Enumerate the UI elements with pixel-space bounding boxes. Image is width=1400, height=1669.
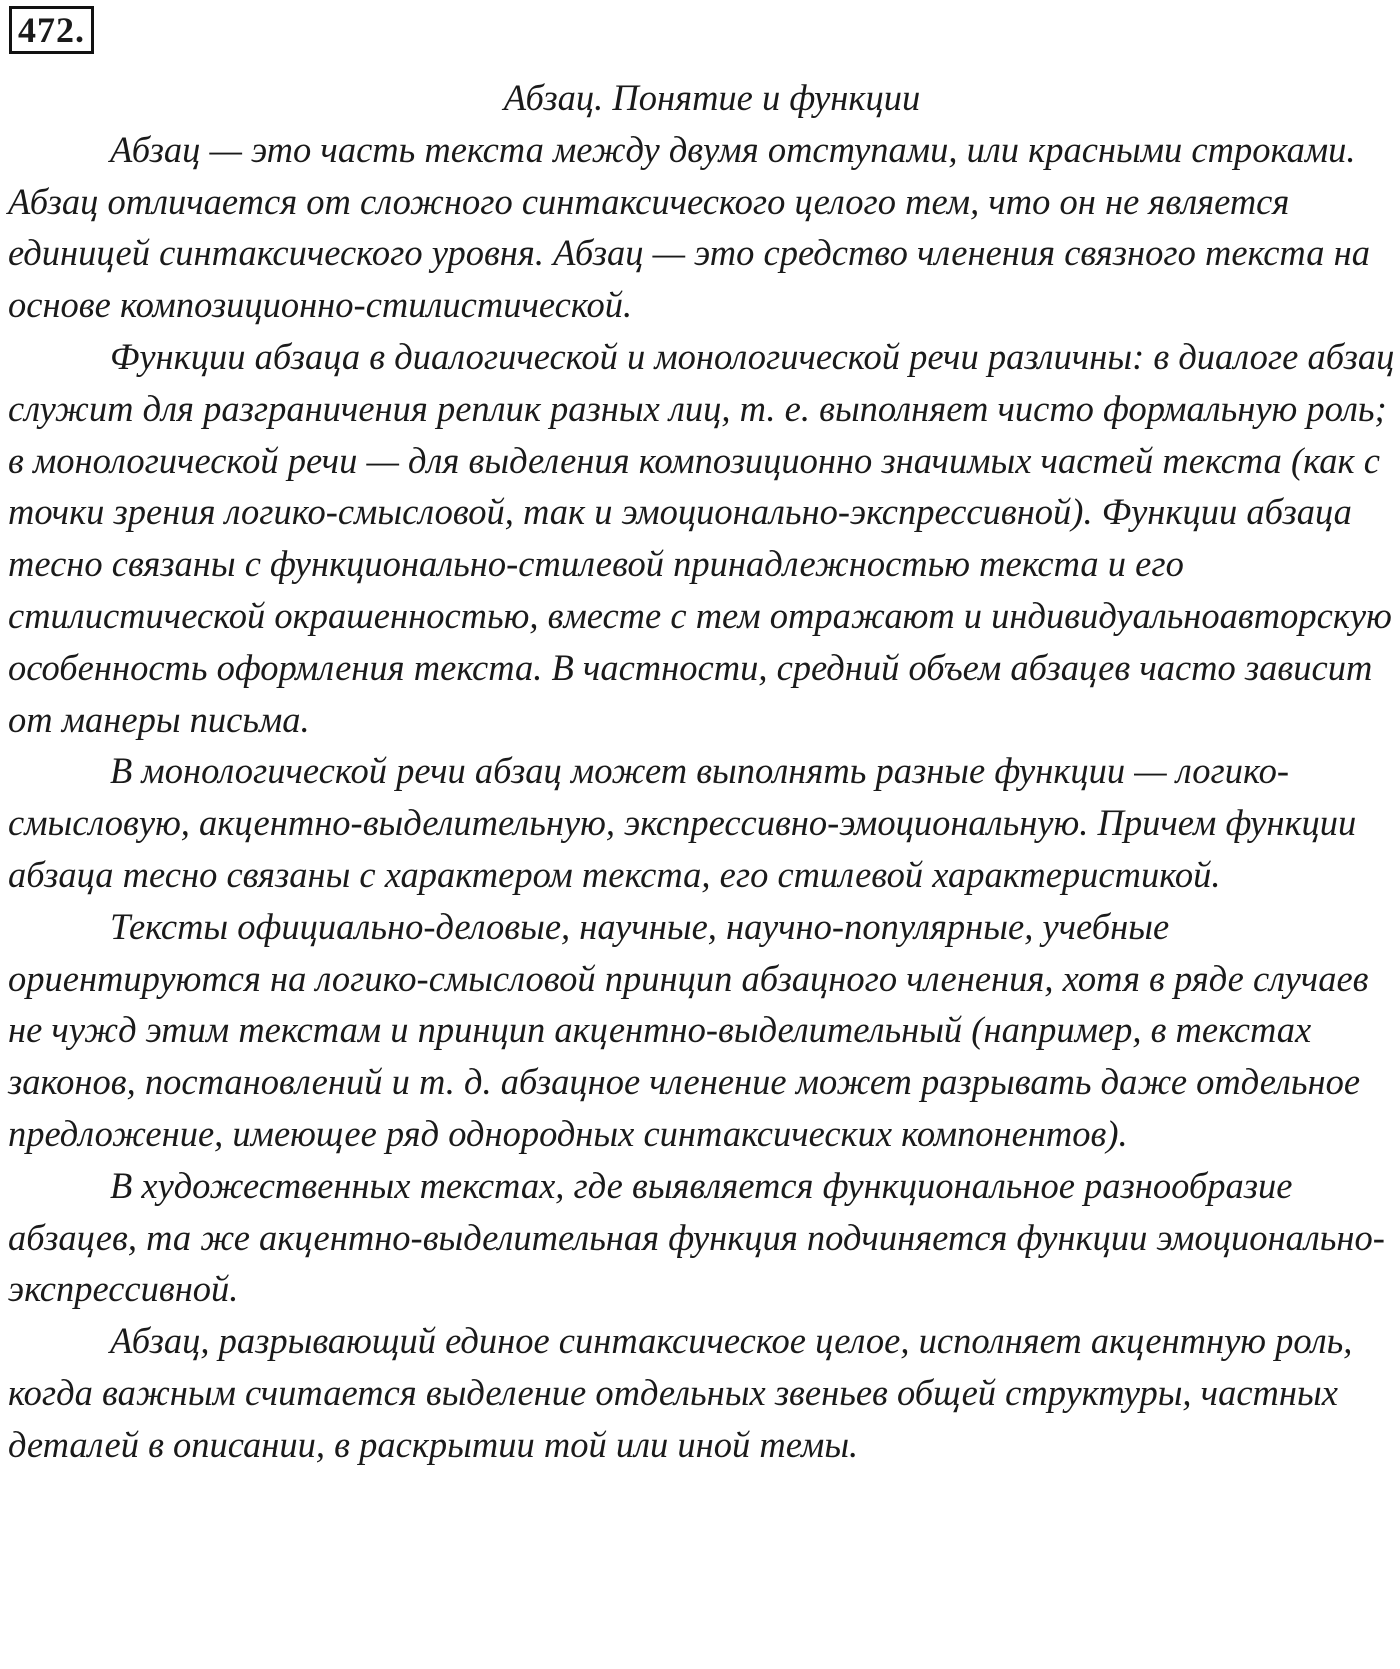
paragraph-6: Абзац, разрывающий единое синтаксическое целое, исполняет акцентную роль, когда важным считается выделение отдельных звеньев общей структуры, частных деталей в описании, в раскрытии той или иной темы.: [8, 1320, 1353, 1465]
paragraph-2: Функции абзаца в диалогической и монологической речи различны: в диалоге абзац служит для разграничения реплик разных лиц, т. е. выполняет чисто формальную роль; в монологической речи — для выделения композиционно значимых частей текста (как с точки зрения логико-смысловой, так и эмоционально-экспрессивной). Функции абзаца тесно связаны с функционально-стилевой принадлежностью текста и его стилистической окрашенностью, вместе с тем отражают и индивидуальноавторскую особенность оформления текста. В частности, средний объем абзацев часто зависит от манеры письма.: [8, 335, 1395, 740]
document-body: [8, 72, 1396, 1471]
paragraph-4: Тексты официально-деловые, научные, научно-популярные, учебные ориентируются на логико-смысловой принцип абзацного членения, хотя в ряде случаев не чужд этим текстам и принцип акцентно-выделительный (например, в текстах законов, постановлений и т. д. абзацное членение может разрывать даже отдельное предложение, имеющее ряд однородных синтаксических компонентов).: [8, 905, 1369, 1154]
document-title: Абзац. Понятие и функции: [503, 77, 921, 118]
exercise-number: 472.: [9, 6, 94, 54]
paragraph-5: В художественных текстах, где выявляется функциональное разнообразие абзацев, та же акцентно-выделительная функция подчиняется функции эмоционально-экспрессивной.: [8, 1164, 1385, 1310]
paragraph-1: Абзац — это часть текста между двумя отступами, или красными строками. Абзац отличается от сложного синтаксического целого тем, что он не является единицей синтаксического уровня. Абзац — это средство членения связного текста на основе композиционно-стилистической.: [8, 128, 1370, 326]
paragraph-3: В монологической речи абзац может выполнять разные функции — логико-смысловую, акцентно-выделительную, экспрессивно-эмоциональную. Причем функции абзаца тесно связаны с характером текста, его стилевой характеристикой.: [8, 750, 1357, 895]
